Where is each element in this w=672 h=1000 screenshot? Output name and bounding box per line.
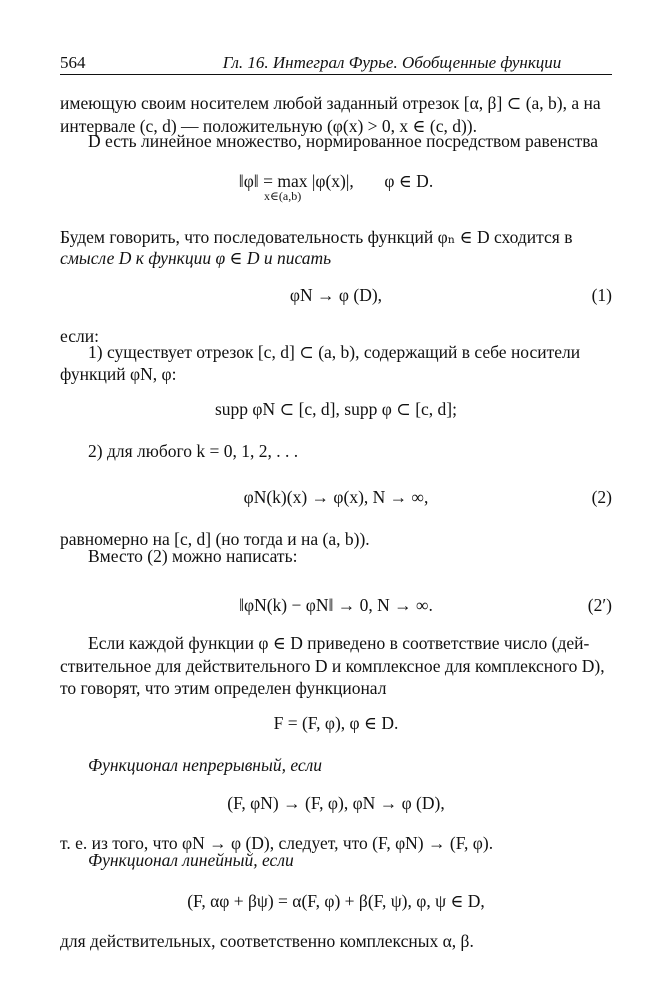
text-line: Функционал линейный, если <box>88 850 294 870</box>
text-line: т. е. из того, что φN → φ (D), следует, что (F, φN) → (F, φ). <box>60 833 494 853</box>
text-line: Вместо (2) можно написать: <box>88 546 298 566</box>
text-line: D есть линейное множество, нормированное посредством равенства <box>88 131 599 151</box>
equation-linearity: (F, αφ + βψ) = α(F, φ) + β(F, ψ), φ, ψ ∈ D, <box>187 891 485 911</box>
equation-number-2-prime: (2′) <box>587 595 612 615</box>
equation-1: φN → φ (D), <box>289 285 383 305</box>
equation-number-2: (2) <box>591 487 612 507</box>
header-rule <box>60 74 612 75</box>
equation-norm-left: ‖φ‖ = max |φ(x)|, <box>238 171 354 191</box>
text-line: 1) существует отрезок [c, d] ⊂ (a, b), содержащий в себе носители <box>88 342 581 362</box>
text-line: ствительное для действительного D и комплексное для комплексного D), <box>60 656 605 676</box>
equation-functional: F = (F, φ), φ ∈ D. <box>273 713 399 733</box>
text-line: то говорят, что этим определен функционал <box>60 678 387 698</box>
equation-norm-right: φ ∈ D. <box>384 171 434 191</box>
text-line: смысле D к функции φ ∈ D и писать <box>60 248 332 268</box>
equation-continuity: (F, φN) → (F, φ), φN → φ (D), <box>227 793 445 813</box>
equation-2: φN(k)(x) → φ(x), N → ∞, <box>243 487 429 507</box>
equation-number-1: (1) <box>591 285 612 305</box>
text-line: имеющую своим носителем любой заданный отрезок [α, β] ⊂ (a, b), а на <box>60 93 601 113</box>
text-line: для действительных, соответственно комплексных α, β. <box>60 931 474 951</box>
text-line: функций φN, φ: <box>60 364 177 384</box>
max-subscript: x∈(a,b) <box>264 189 302 203</box>
text-line: Функционал непрерывный, если <box>88 755 323 775</box>
text-line: 2) для любого k = 0, 1, 2, . . . <box>88 441 299 461</box>
text-line: равномерно на [c, d] (но тогда и на (a, b)). <box>60 529 370 549</box>
equation-supp: supp φN ⊂ [c, d], supp φ ⊂ [c, d]; <box>215 399 457 419</box>
page-header <box>60 52 612 76</box>
text-line: Будем говорить, что последовательность функций φₙ ∈ D сходится в <box>60 227 573 247</box>
text-line: Если каждой функции φ ∈ D приведено в соответствие число (дей- <box>88 633 590 653</box>
page-number: 564 <box>60 53 86 72</box>
equation-norm <box>60 170 612 192</box>
text-line: если: <box>60 326 99 346</box>
equation-2-prime: ‖φN(k) − φN‖ → 0, N → ∞. <box>239 595 433 615</box>
text-line: интервале (c, d) — положительную (φ(x) > 0, x ∈ (c, d)). <box>60 116 478 136</box>
running-head: Гл. 16. Интеграл Фурье. Обобщенные функции <box>222 53 562 72</box>
